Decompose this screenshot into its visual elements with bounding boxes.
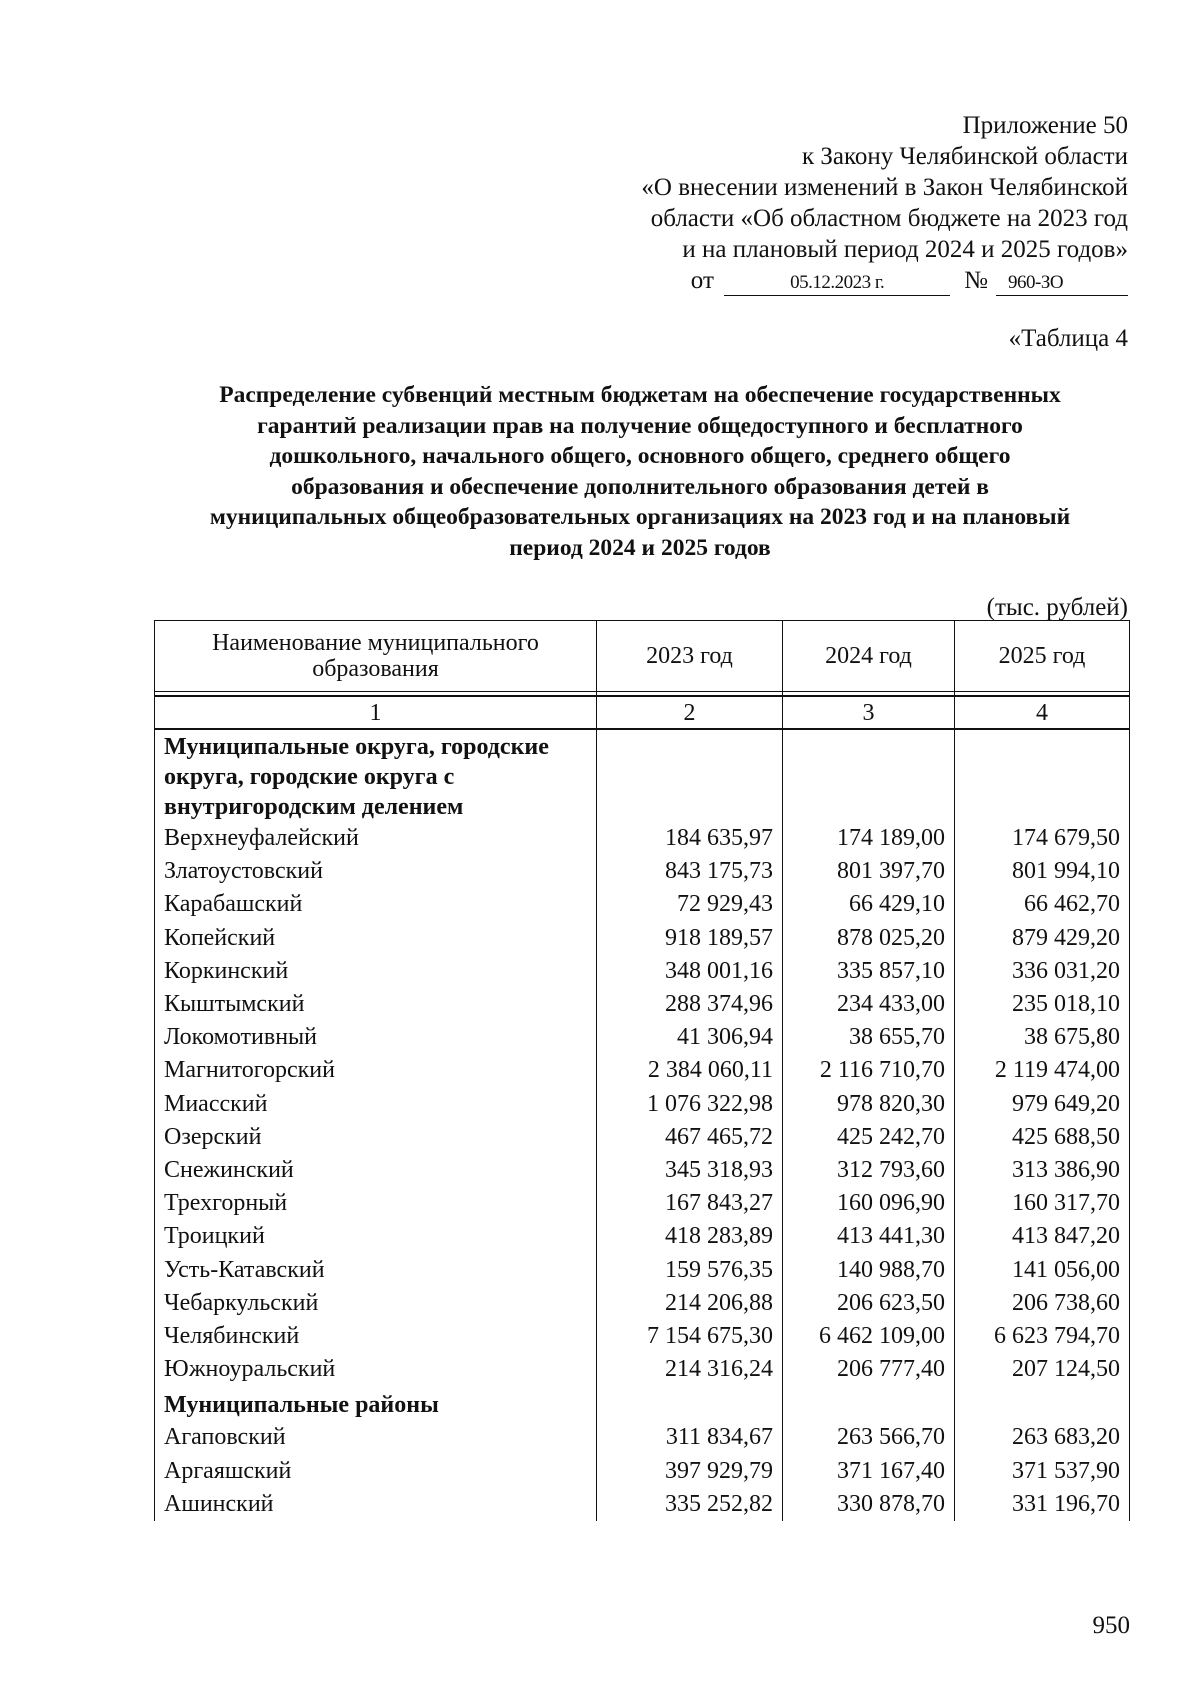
cell-value-2024: 38 655,70	[783, 1021, 955, 1054]
cell-value-2023	[597, 729, 783, 822]
cell-value-2024: 66 429,10	[783, 888, 955, 921]
cell-value-2023	[597, 1386, 783, 1421]
title-line: гарантий реализации прав на получение общедоступного и бесплатного	[257, 412, 1023, 439]
column-number: 1	[155, 696, 597, 729]
cell-value-2023: 214 316,24	[597, 1353, 783, 1386]
cell-municipality-name: Озерский	[155, 1121, 597, 1154]
appendix-header	[568, 110, 1128, 296]
page-number: 950	[1092, 1612, 1130, 1639]
table-row	[155, 1253, 1130, 1286]
cell-value-2023: 214 206,88	[597, 1287, 783, 1320]
cell-value-2024: 330 878,70	[783, 1488, 955, 1521]
table-row	[155, 922, 1130, 955]
cell-value-2025: 331 196,70	[955, 1488, 1130, 1521]
cell-value-2023: 843 175,73	[597, 855, 783, 888]
column-header-2025: 2025 год	[955, 621, 1130, 692]
title-line: образования и обеспечение дополнительного образования детей в	[291, 473, 989, 500]
cell-value-2025: 235 018,10	[955, 988, 1130, 1021]
cell-value-2023: 335 252,82	[597, 1488, 783, 1521]
cell-value-2023: 918 189,57	[597, 922, 783, 955]
header-line: «О внесении изменений в Закон Челябинской	[641, 174, 1128, 201]
column-number: 2	[597, 696, 783, 729]
cell-municipality-name: Верхнеуфалейский	[155, 822, 597, 855]
cell-value-2024: 335 857,10	[783, 955, 955, 988]
cell-municipality-name: Ашинский	[155, 1488, 597, 1521]
column-number: 4	[955, 696, 1130, 729]
cell-municipality-name: Златоустовский	[155, 855, 597, 888]
cell-value-2024	[783, 729, 955, 822]
document-title	[150, 380, 1130, 563]
cell-value-2025: 2 119 474,00	[955, 1054, 1130, 1087]
law-date-number	[568, 265, 1128, 296]
table-row	[155, 1121, 1130, 1154]
table-row	[155, 855, 1130, 888]
cell-value-2024: 413 441,30	[783, 1220, 955, 1253]
cell-value-2024: 206 777,40	[783, 1353, 955, 1386]
cell-value-2025: 313 386,90	[955, 1154, 1130, 1187]
cell-municipality-name: Аргаяшский	[155, 1455, 597, 1488]
cell-municipality-name: Кыштымский	[155, 988, 597, 1021]
table-row	[155, 988, 1130, 1021]
cell-value-2023: 348 001,16	[597, 955, 783, 988]
cell-value-2024: 312 793,60	[783, 1154, 955, 1187]
table-label: «Таблица 4	[1008, 325, 1128, 352]
table-row	[155, 1220, 1130, 1253]
cell-value-2024: 878 025,20	[783, 922, 955, 955]
column-header-2024: 2024 год	[783, 621, 955, 692]
cell-municipality-name: Снежинский	[155, 1154, 597, 1187]
cell-value-2025: 66 462,70	[955, 888, 1130, 921]
cell-value-2025: 263 683,20	[955, 1421, 1130, 1454]
cell-value-2023: 418 283,89	[597, 1220, 783, 1253]
cell-municipality-name: Агаповский	[155, 1421, 597, 1454]
cell-value-2024: 978 820,30	[783, 1088, 955, 1121]
cell-municipality-name: Южноуральский	[155, 1353, 597, 1386]
table-row	[155, 888, 1130, 921]
cell-municipality-name: Усть-Катавский	[155, 1253, 597, 1286]
cell-value-2023: 167 843,27	[597, 1187, 783, 1220]
header-line: и на плановый период 2024 и 2025 годов»	[682, 236, 1128, 263]
table-row	[155, 822, 1130, 855]
cell-value-2025: 879 429,20	[955, 922, 1130, 955]
cell-municipality-name: Карабашский	[155, 888, 597, 921]
cell-value-2024: 6 462 109,00	[783, 1320, 955, 1353]
cell-value-2023: 397 929,79	[597, 1455, 783, 1488]
cell-value-2025: 979 649,20	[955, 1088, 1130, 1121]
table-row	[155, 1320, 1130, 1353]
cell-value-2024: 174 189,00	[783, 822, 955, 855]
cell-municipality-name: Коркинский	[155, 955, 597, 988]
table-row	[155, 1287, 1130, 1320]
cell-value-2024: 206 623,50	[783, 1287, 955, 1320]
cell-value-2025	[955, 729, 1130, 822]
header-line: области «Об областном бюджете на 2023 год	[650, 205, 1128, 232]
column-number-row	[155, 696, 1130, 729]
cell-value-2023: 311 834,67	[597, 1421, 783, 1454]
cell-municipality-name: Чебаркульский	[155, 1287, 597, 1320]
cell-value-2024: 160 096,90	[783, 1187, 955, 1220]
title-line: дошкольного, начального общего, основного общего, среднего общего	[269, 443, 1011, 469]
cell-value-2025: 336 031,20	[955, 955, 1130, 988]
cell-value-2023: 184 635,97	[597, 822, 783, 855]
cell-value-2025	[955, 1386, 1130, 1421]
table-row	[155, 1421, 1130, 1454]
cell-value-2023: 159 576,35	[597, 1253, 783, 1286]
cell-value-2023: 2 384 060,11	[597, 1054, 783, 1087]
cell-value-2023: 7 154 675,30	[597, 1320, 783, 1353]
cell-municipality-name: Муниципальные округа, городские округа, городские округа с внутригородским делением	[155, 729, 597, 822]
table-row	[155, 1088, 1130, 1121]
cell-municipality-name: Челябинский	[155, 1320, 597, 1353]
cell-value-2025: 425 688,50	[955, 1121, 1130, 1154]
cell-value-2025: 141 056,00	[955, 1253, 1130, 1286]
cell-value-2024: 801 397,70	[783, 855, 955, 888]
cell-municipality-name: Локомотивный	[155, 1021, 597, 1054]
title-line: период 2024 и 2025 годов	[509, 534, 771, 561]
cell-municipality-name: Трехгорный	[155, 1187, 597, 1220]
cell-value-2023: 345 318,93	[597, 1154, 783, 1187]
cell-value-2025: 160 317,70	[955, 1187, 1130, 1220]
table-row	[155, 1021, 1130, 1054]
table-row	[155, 1455, 1130, 1488]
cell-value-2025: 6 623 794,70	[955, 1320, 1130, 1353]
cell-value-2025: 38 675,80	[955, 1021, 1130, 1054]
header-line: к Закону Челябинской области	[802, 143, 1128, 170]
cell-value-2024: 2 116 710,70	[783, 1054, 955, 1087]
number-sign: №	[964, 267, 988, 294]
title-line: муниципальных общеобразовательных организациях на 2023 год и на плановый	[209, 504, 1071, 530]
table-row	[155, 1054, 1130, 1087]
cell-value-2024: 234 433,00	[783, 988, 955, 1021]
cell-value-2025: 801 994,10	[955, 855, 1130, 888]
table-row	[155, 1187, 1130, 1220]
cell-value-2023: 72 929,43	[597, 888, 783, 921]
cell-value-2023: 1 076 322,98	[597, 1088, 783, 1121]
header-row	[155, 621, 1130, 692]
cell-municipality-name: Троицкий	[155, 1220, 597, 1253]
table-row	[155, 1154, 1130, 1187]
data-table	[154, 620, 1130, 1521]
header-line: Приложение 50	[962, 112, 1128, 139]
cell-value-2024	[783, 1386, 955, 1421]
cell-value-2025: 413 847,20	[955, 1220, 1130, 1253]
cell-value-2023: 288 374,96	[597, 988, 783, 1021]
cell-value-2024: 425 242,70	[783, 1121, 955, 1154]
table-row	[155, 1488, 1130, 1521]
number-value: 960-ЗО	[996, 271, 1128, 296]
table-row	[155, 955, 1130, 988]
cell-value-2025: 206 738,60	[955, 1287, 1130, 1320]
subvention-table	[154, 620, 1129, 1521]
units-label: (тыс. рублей)	[986, 594, 1128, 621]
section-row	[155, 729, 1130, 822]
cell-municipality-name: Магнитогорский	[155, 1054, 597, 1087]
date-value: 05.12.2023 г.	[724, 271, 950, 296]
table-row	[155, 1353, 1130, 1386]
cell-value-2024: 140 988,70	[783, 1253, 955, 1286]
cell-value-2024: 371 167,40	[783, 1455, 955, 1488]
cell-value-2024: 263 566,70	[783, 1421, 955, 1454]
cell-value-2025: 174 679,50	[955, 822, 1130, 855]
title-line: Распределение субвенций местным бюджетам на обеспечение государственных	[219, 382, 1061, 408]
cell-municipality-name: Копейский	[155, 922, 597, 955]
date-label: от	[690, 267, 714, 294]
cell-value-2023: 41 306,94	[597, 1021, 783, 1054]
section-row	[155, 1386, 1130, 1421]
cell-municipality-name: Муниципальные районы	[155, 1386, 597, 1421]
column-header-name: Наименование муниципального образования	[155, 621, 597, 692]
column-number: 3	[783, 696, 955, 729]
column-header-2023: 2023 год	[597, 621, 783, 692]
cell-value-2025: 207 124,50	[955, 1353, 1130, 1386]
cell-value-2023: 467 465,72	[597, 1121, 783, 1154]
cell-value-2025: 371 537,90	[955, 1455, 1130, 1488]
cell-municipality-name: Миасский	[155, 1088, 597, 1121]
